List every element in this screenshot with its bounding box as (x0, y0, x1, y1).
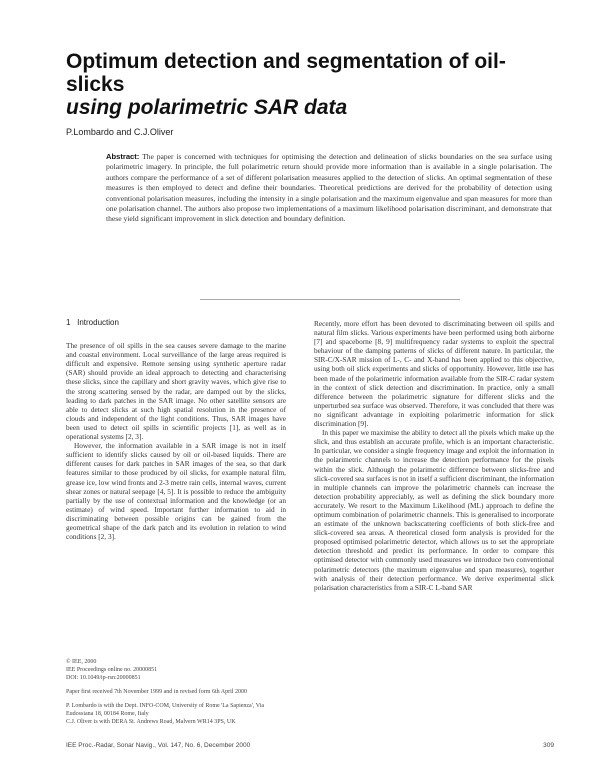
body-paragraph: In this paper we maximise the ability to detect all the pixels which make up the slick, and thus establish an accurate profile, which is an important characteristic. In particular, we consider a single frequency image and exploit the information in the polarimetric channels to increase the detection performance for the pixels within the slick. Although the polarimetric difference between slicks-free and slick-covered sea surfaces is not in itself a sufficient discriminant, the information in multiple channels can improve the polarimetric channels can increase the detection probability appreciably, as well as defining the slick boundary more accurately. We resort to the Maximum Likelihood (ML) approach to define the optimum combination of polarimetric channels. This is generalised to incorporate an estimate of the unknown backscattering coefficients of both slick-free and slick-covered sea areas. A theoretical closed form analysis is provided for the proposed optimised polarimetric detector, which allows us to set the appropriate detection threshold and predict its performance. In order to compare this optimised detector with commonly used measures we introduce two conventional polarimetric detectors (the maximum eigenvalue and span measures), together with analysis of their detection performance. We derive experimental slick polarisation characteristics from a SIR-C L-band SAR (314, 428, 554, 592)
proceedings-note: IEE Proceedings online no. 20000851 (66, 667, 158, 673)
right-column (314, 319, 554, 592)
received-note: Paper first received 7th November 1999 and in revised form 6th April 2000 (66, 689, 247, 695)
title-line-2: using polarimetric SAR data (66, 96, 348, 119)
body-paragraph: However, the information available in a SAR image is not in itself sufficient to identify slicks caused by oil or oil-based liquids. There are different causes for dark patches in SAR images of the sea, so that dark features similar to those produced by oil slicks, for example natural film, grease ice, low wind fronts and 2-3 metre rain cells, internal waves, current shear zones or natural seepage [4, 5]. It is possible to reduce the ambiguity partially by the use of contextual information and the knowledge (or an estimate) of wind speed. Important further information to aid in discriminating between possible origins can be gained from the geometrical shape of the dark patch and its evolution in relation to wind conditions [2, 3]. (66, 441, 286, 542)
doi-note: DOI: 10.1049/ip-rsn:20000851 (66, 675, 141, 681)
abstract-text: The paper is concerned with techniques for optimising the detection and delineation of slicks boundaries on the sea surface using polarimetric imagery. In principle, the full polarimetric return should provide more information than is available in a single polarisation. The authors compare the performance of a set of different polarisation measures applied to the detection of slicks. An optimal segmentation of these measures is then employed to detect and define their boundaries. Theoretical predictions are derived for the probability of detection using conventional polarisation measures, including the intensity in a single polarisation and the maximum eigenvalue and span measures for more than one polarisation channel. The authors also propose two implementations of a maximum likelihood polarisation discriminant, and demonstrate that these yield significant improvement in slick detection and boundary definition. (106, 152, 552, 224)
body-paragraph: Recently, more effort has been devoted to discriminating between oil spills and natural film slicks. Various experiments have been performed using both airborne [7] and spaceborne [8, 9] multifrequency radar systems to exploit the spectral behaviour of the damping patterns of slicks of different nature. In particular, the SIR-C/X-SAR mission of L-, C- and X-band has been applied to this objective, using both oil slick experiments and slicks of opportunity. However, little use has been made of the polarimetric information available from the SIR-C radar system in the context of slick detection and discrimination. In practice, only a small difference between the polarimetric signature for different slicks and the unperturbed sea surface was observed. Therefore, it was concluded that there was no significant advantage in exploiting polarimetric information for slick discrimination [9]. (314, 319, 554, 429)
paper-title (66, 50, 546, 119)
title-line-1: Optimum detection and segmentation of oil-slicks (66, 50, 506, 96)
left-column (66, 318, 286, 541)
abstract-label: Abstract: (106, 152, 140, 161)
section-divider (200, 299, 460, 300)
affiliation-note: C.J. Oliver is with DERA St. Andrews Road, Malvern WR14 3PS, UK (66, 719, 236, 725)
section-title: Introduction (77, 318, 119, 327)
authors: P.Lombardo and C.J.Oliver (66, 127, 174, 137)
page-number: 309 (543, 742, 554, 749)
page-footer (66, 742, 554, 749)
footnotes (66, 658, 286, 726)
journal-citation: IEE Proc.-Radar, Sonar Navig., Vol. 147, No. 6, December 2000 (66, 742, 251, 749)
copyright-note: © IEE, 2000 (66, 659, 97, 665)
section-number: 1 (66, 318, 71, 327)
section-heading (66, 318, 286, 327)
body-paragraph: The presence of oil spills in the sea causes severe damage to the marine and coastal environment. Local surveillance of the large areas required is difficult and expensive. Remote sensing using synthetic aperture radar (SAR) should provide an ideal approach to detecting and characterising these slicks, since the capillary and short gravity waves, which give rise to the strong scattering sensed by the radar, are damped out by the slicks, leading to dark patches in the SAR image. No other satellite sensors are able to detect slicks at such high spatial resolution in the presence of clouds and independent of the light conditions. Thus, SAR images have been used to detect oil spills in scientific projects [1], as well as in operational systems [2, 3]. (66, 341, 286, 442)
abstract (106, 152, 552, 225)
affiliation-note: P. Lombardo is with the Dept. INFO-COM, University of Rome 'La Sapienza', Via Eudossiana 18, 00184 Rome, Italy (66, 703, 264, 717)
